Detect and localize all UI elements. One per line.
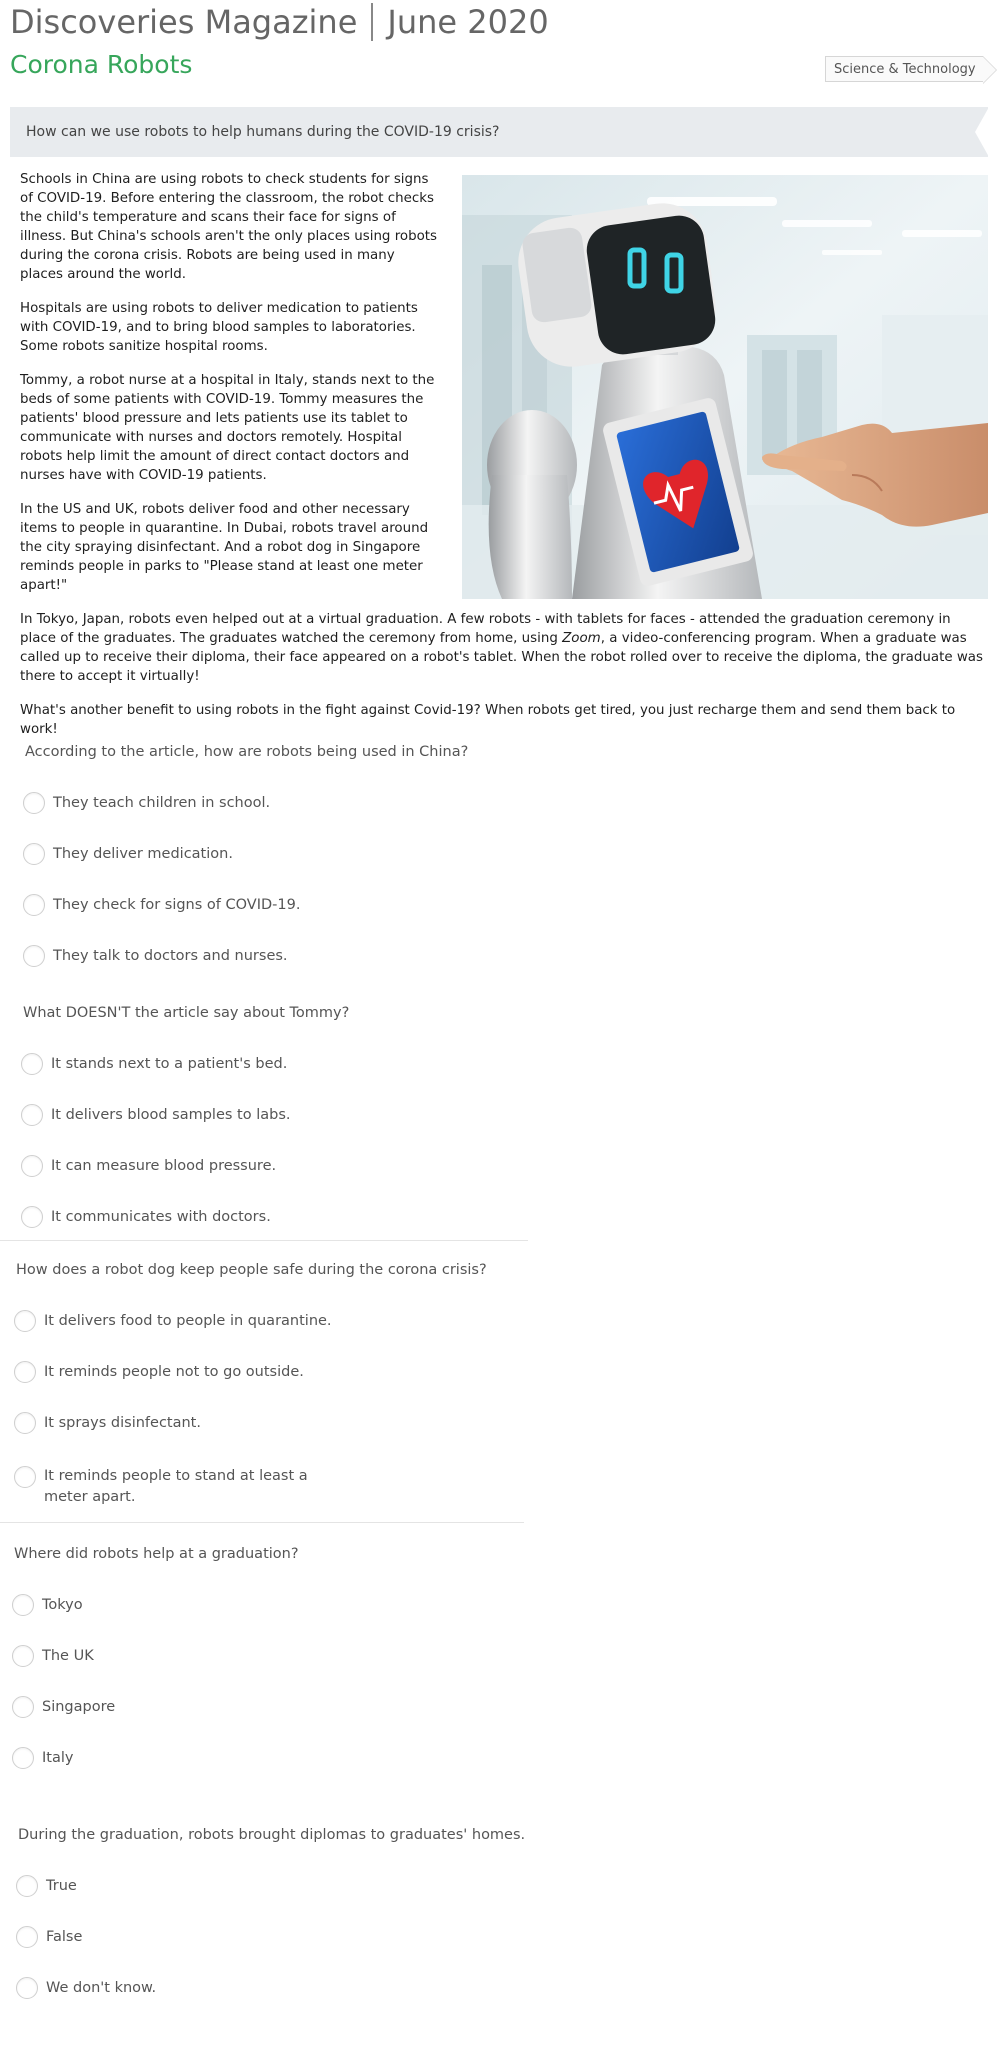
radio-button[interactable] xyxy=(23,843,45,865)
option-label: False xyxy=(46,1929,83,1945)
graduation-text-start: In Tokyo, Japan, robots even helped out at a virtual graduation. A few robots - with tablets for faces - attended the graduation ceremony in place of the graduates. The graduates watched the ceremony from home, using xyxy=(20,612,951,646)
question-3-option-1[interactable] xyxy=(14,1313,332,1332)
radio-button[interactable] xyxy=(23,894,45,916)
question-5-option-3[interactable] xyxy=(16,1980,156,1999)
question-3-prompt: How does a robot dog keep people safe during the corona crisis? xyxy=(16,1262,487,1278)
paragraph-us-uk-dubai: In the US and UK, robots deliver food and other necessary items to people in quarantine. In Dubai, robots travel around the city spraying disinfectant. And a robot dog in Singapore reminds people in parks to "Please stand at least one meter apart!" xyxy=(20,502,429,593)
paragraph-hospitals: Hospitals are using robots to deliver medication to patients with COVID-19, and to bring blood samples to laboratories. Some robots sanitize hospital rooms. xyxy=(20,301,418,354)
question-1-prompt: According to the article, how are robots being used in China? xyxy=(25,744,469,760)
question-1-option-3[interactable] xyxy=(23,897,300,916)
tag-arrow-fill xyxy=(983,57,996,83)
question-3-option-4[interactable] xyxy=(14,1466,344,1508)
option-label: It delivers food to people in quarantine. xyxy=(44,1313,332,1329)
radio-button[interactable] xyxy=(23,792,45,814)
question-4-option-2[interactable] xyxy=(12,1648,94,1667)
issue-date: June 2020 xyxy=(387,3,549,41)
radio-button[interactable] xyxy=(12,1696,34,1718)
option-label: Singapore xyxy=(42,1699,116,1715)
radio-button[interactable] xyxy=(21,1104,43,1126)
zoom-emphasis: Zoom xyxy=(562,631,601,646)
option-label: Italy xyxy=(42,1750,74,1766)
question-5-option-1[interactable] xyxy=(16,1878,77,1897)
option-label: They check for signs of COVID-19. xyxy=(53,897,301,913)
banner-notch xyxy=(975,107,989,157)
radio-button[interactable] xyxy=(16,1926,38,1948)
radio-button[interactable] xyxy=(12,1645,34,1667)
article-body xyxy=(20,170,990,754)
question-5-prompt: During the graduation, robots brought diplomas to graduates' homes. xyxy=(18,1827,526,1843)
question-4-option-3[interactable] xyxy=(12,1699,115,1718)
question-2-option-3[interactable] xyxy=(21,1158,276,1177)
radio-button[interactable] xyxy=(16,1977,38,1999)
article-title: Corona Robots xyxy=(10,50,193,79)
question-2-option-4[interactable] xyxy=(21,1209,271,1228)
radio-button[interactable] xyxy=(14,1361,36,1383)
option-label: They talk to doctors and nurses. xyxy=(53,948,288,964)
paragraph-tommy: Tommy, a robot nurse at a hospital in Italy, stands next to the beds of some patients with COVID-19. Tommy measures the patients' blood pressure and lets patients use its tablet to communicate with nurses and doctors remotely. Hospital robots help limit the amount of direct contact doctors and nurses have with COVID-19 patients. xyxy=(20,373,435,483)
paragraph-tokyo-graduation xyxy=(20,610,990,686)
option-label: It stands next to a patient's bed. xyxy=(51,1056,288,1072)
question-3-option-3[interactable] xyxy=(14,1415,201,1434)
question-4-option-4[interactable] xyxy=(12,1750,73,1769)
question-1-option-4[interactable] xyxy=(23,948,288,967)
radio-button[interactable] xyxy=(23,945,45,967)
option-label: It can measure blood pressure. xyxy=(51,1158,277,1174)
radio-button[interactable] xyxy=(14,1310,36,1332)
category-label: Science & Technology xyxy=(834,62,976,77)
radio-button[interactable] xyxy=(21,1206,43,1228)
question-4-option-1[interactable] xyxy=(12,1597,83,1616)
radio-button[interactable] xyxy=(21,1155,43,1177)
option-label: True xyxy=(46,1878,77,1894)
question-2-prompt: What DOESN'T the article say about Tommy? xyxy=(23,1005,350,1021)
question-2-option-2[interactable] xyxy=(21,1107,291,1126)
radio-button[interactable] xyxy=(21,1053,43,1075)
question-1-option-1[interactable] xyxy=(23,795,270,814)
question-divider xyxy=(0,1522,524,1523)
radio-button[interactable] xyxy=(14,1412,36,1434)
radio-button[interactable] xyxy=(16,1875,38,1897)
guiding-question: How can we use robots to help humans during the COVID-19 crisis? xyxy=(26,124,500,140)
option-label: The UK xyxy=(42,1648,94,1664)
magazine-name: Discoveries Magazine xyxy=(10,3,358,41)
option-label: We don't know. xyxy=(46,1980,157,1996)
guiding-question-banner xyxy=(10,107,988,157)
paragraph-china: Schools in China are using robots to check students for signs of COVID-19. Before entering the classroom, the robot checks the child's temperature and scans their face for signs of illness. But China's schools aren't the only places using robots during the corona crisis. Robots are being used in many places around the world. xyxy=(20,172,438,282)
graduation-text-end: , a video-conferencing program. When a graduate was called up to receive their diploma, their face appeared on a robot's tablet. When the robot rolled over to receive the diploma, the graduate was there to accept it virtually! xyxy=(20,631,983,684)
masthead-divider xyxy=(371,3,373,41)
question-1-option-2[interactable] xyxy=(23,846,233,865)
category-tag[interactable] xyxy=(825,56,983,82)
radio-button[interactable] xyxy=(12,1594,34,1616)
option-label: They deliver medication. xyxy=(53,846,233,862)
question-3-option-2[interactable] xyxy=(14,1364,304,1383)
radio-button[interactable] xyxy=(14,1466,36,1488)
question-divider xyxy=(0,1240,528,1241)
option-label: Tokyo xyxy=(42,1597,83,1613)
option-label: It delivers blood samples to labs. xyxy=(51,1107,291,1123)
paragraph-closing: What's another benefit to using robots in the fight against Covid-19? When robots get tired, you just recharge them and send them back to work! xyxy=(20,703,956,737)
question-5-option-2[interactable] xyxy=(16,1929,82,1948)
masthead xyxy=(10,0,549,44)
radio-button[interactable] xyxy=(12,1747,34,1769)
question-4-prompt: Where did robots help at a graduation? xyxy=(14,1546,299,1562)
option-label: It communicates with doctors. xyxy=(51,1209,271,1225)
question-2-option-1[interactable] xyxy=(21,1056,287,1075)
option-label: They teach children in school. xyxy=(53,795,271,811)
option-label: It sprays disinfectant. xyxy=(44,1415,201,1431)
option-label: It reminds people to stand at least a meter apart. xyxy=(44,1468,308,1505)
option-label: It reminds people not to go outside. xyxy=(44,1364,304,1380)
